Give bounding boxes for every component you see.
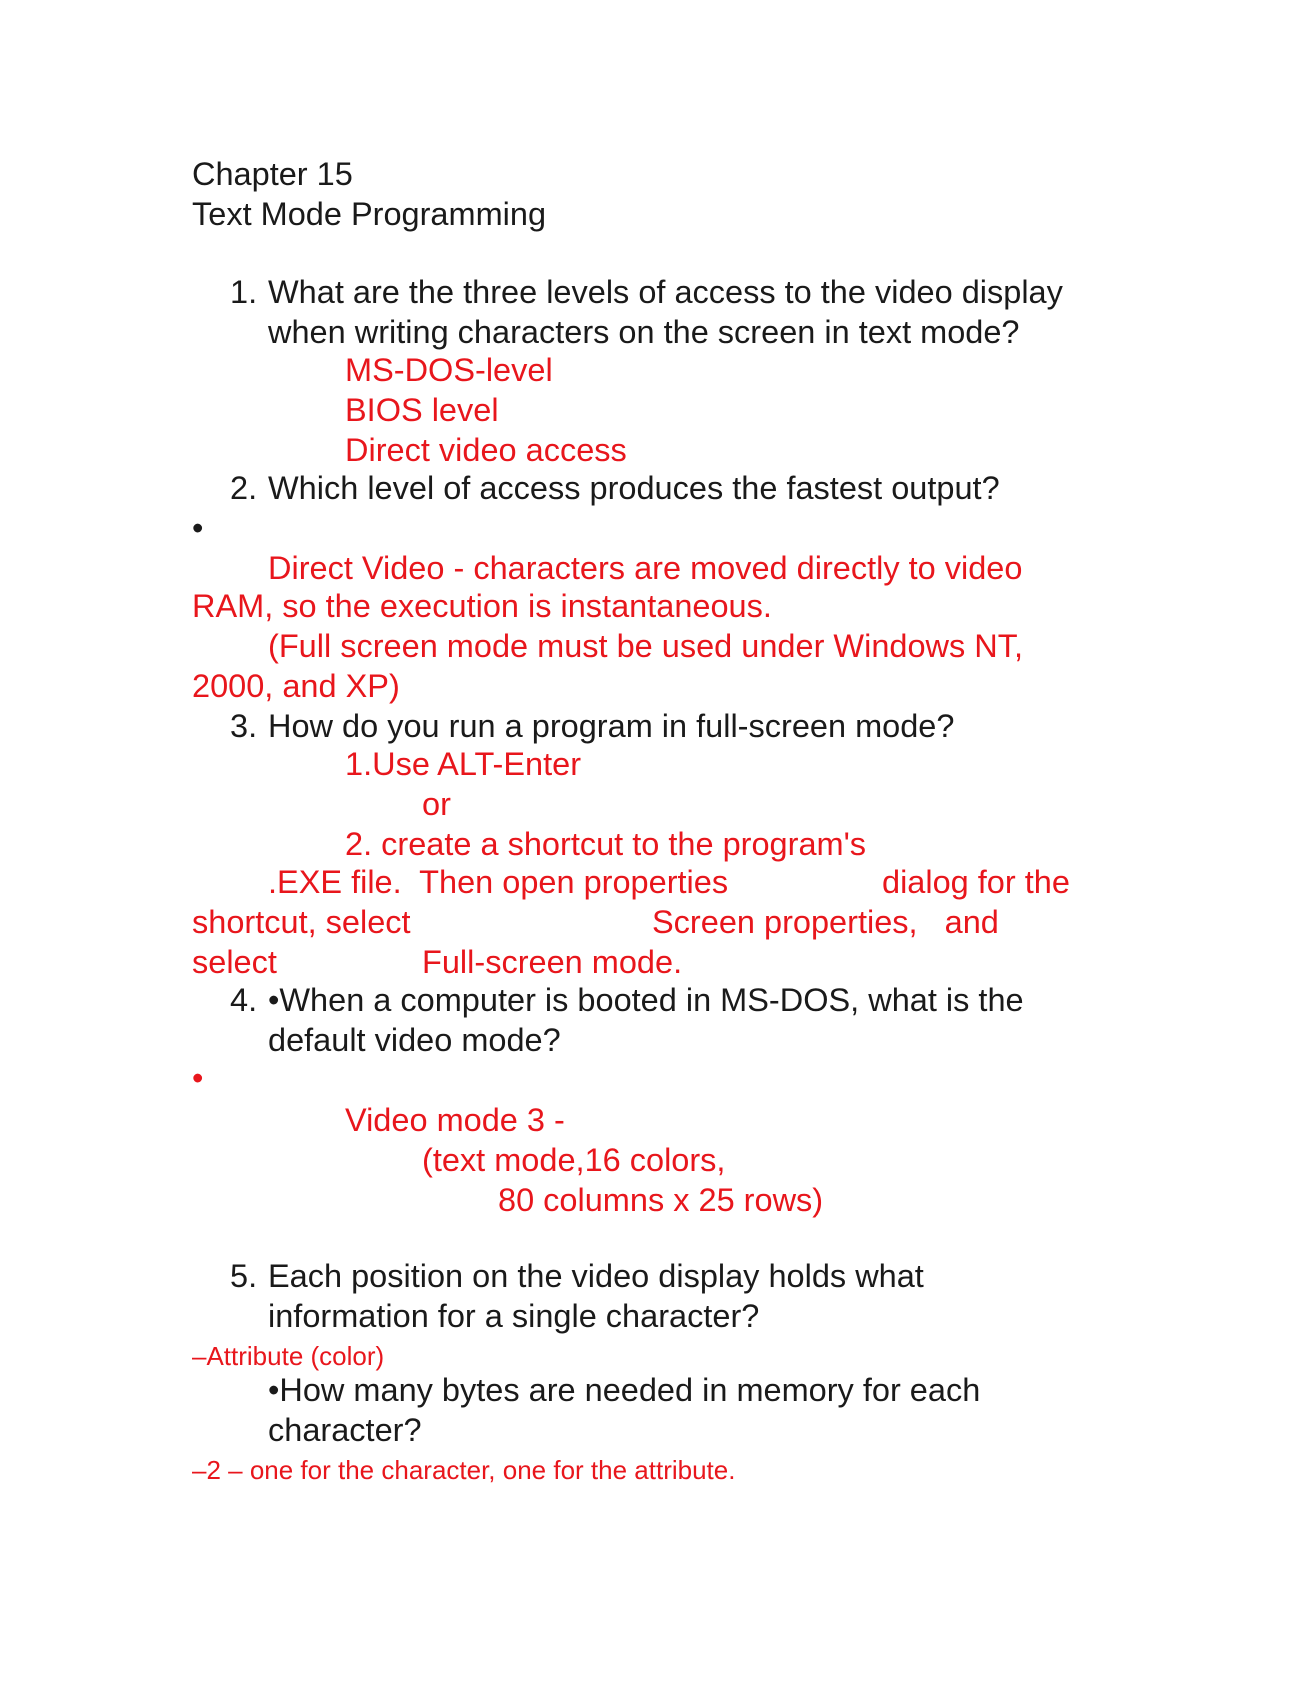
q2-answer-line2: RAM, so the execution is instantaneous.	[192, 588, 772, 624]
q1-answer-3: Direct video access	[345, 432, 627, 468]
q4-answer-line3: 80 columns x 25 rows)	[498, 1182, 824, 1218]
q3-answer-exe-b: dialog for the	[882, 864, 1070, 900]
q2-answer-line1: Direct Video - characters are moved directly to video	[268, 550, 1023, 586]
q3-text-line1: How do you run a program in full-screen mode?	[268, 708, 955, 744]
page-title: Text Mode Programming	[192, 196, 547, 232]
q1-text-line2: when writing characters on the screen in text mode?	[268, 314, 1020, 350]
q5-sub-line2: character?	[268, 1412, 422, 1448]
q1-number: 1.	[230, 274, 258, 310]
q3-answer-select-b: Full-screen mode.	[422, 944, 683, 980]
chapter-label: Chapter 15	[192, 156, 353, 192]
q1-text-line1: What are the three levels of access to the video display	[268, 274, 1063, 310]
q5-text-line1: Each position on the video display holds what	[268, 1258, 924, 1294]
q3-answer-exe-a: .EXE file. Then open properties	[268, 864, 729, 900]
q2-number: 2.	[230, 470, 258, 506]
q5-sub-line1: •How many bytes are needed in memory for each	[268, 1372, 981, 1408]
q1-answer-1: MS-DOS-level	[345, 352, 553, 388]
q4-answer-line1: Video mode 3 -	[345, 1102, 565, 1138]
q2-answer-line3: (Full screen mode must be used under Windows NT,	[268, 628, 1024, 664]
q3-answer-option1: 1.Use ALT-Enter	[345, 746, 582, 782]
q4-text-line1: •When a computer is booted in MS-DOS, what is the	[268, 982, 1024, 1018]
q3-answer-shortcut-b: Screen properties, and	[652, 904, 999, 940]
q3-answer-shortcut-a: shortcut, select	[192, 904, 411, 940]
q4-answer-line2: (text mode,16 colors,	[422, 1142, 726, 1178]
q2-text-line1: Which level of access produces the fastest output?	[268, 470, 1000, 506]
q5-answer1: –Attribute (color)	[192, 1341, 385, 1371]
q2-bullet: •	[192, 510, 204, 546]
q2-answer-line4: 2000, and XP)	[192, 668, 400, 704]
q5-text-line2: information for a single character?	[268, 1298, 760, 1334]
q3-answer-or: or	[422, 786, 451, 822]
q4-number: 4.	[230, 982, 258, 1018]
q4-text-line2: default video mode?	[268, 1022, 561, 1058]
q5-answer2: –2 – one for the character, one for the attribute.	[192, 1455, 736, 1485]
q3-answer-select-a: select	[192, 944, 277, 980]
q1-answer-2: BIOS level	[345, 392, 499, 428]
q3-number: 3.	[230, 708, 258, 744]
q5-number: 5.	[230, 1258, 258, 1294]
q4-bullet: •	[192, 1060, 204, 1096]
q3-answer-option2: 2. create a shortcut to the program's	[345, 826, 867, 862]
